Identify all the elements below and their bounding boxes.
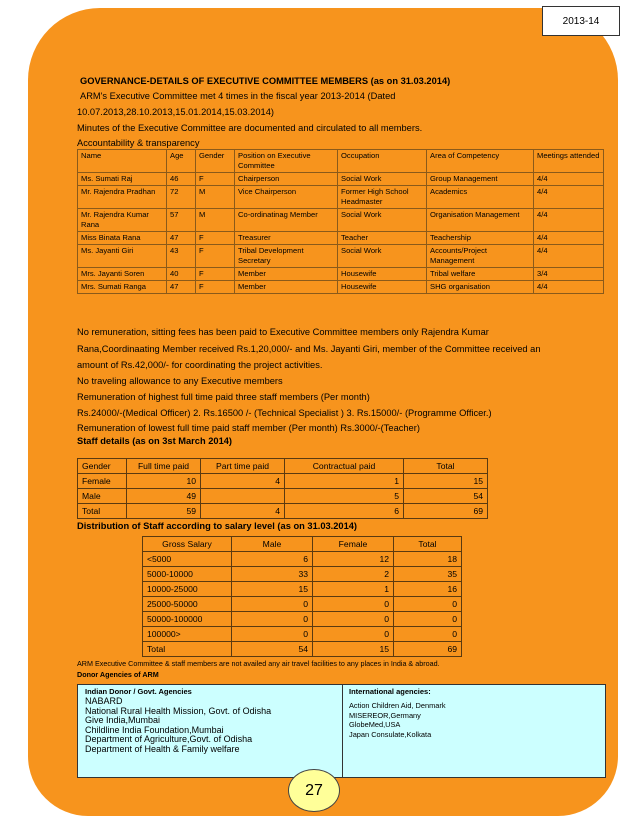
table-row	[78, 504, 488, 519]
table-cell: Total	[78, 504, 127, 519]
table-cell: 4/4	[534, 281, 604, 294]
table-cell: Mrs. Sumati Ranga	[78, 281, 167, 294]
table-cell: 6	[232, 552, 313, 567]
table-header-row	[143, 537, 462, 552]
donor-item: NABARD	[85, 696, 123, 706]
remark-line: Remuneration of lowest full time paid staff member (Per month) Rs.3000/-(Teacher)	[77, 423, 420, 433]
table-cell: M	[196, 186, 235, 209]
table-cell: 16	[394, 582, 462, 597]
table-cell: 0	[313, 597, 394, 612]
table-cell: Member	[235, 268, 338, 281]
table-cell: Social Work	[338, 209, 427, 232]
table-row	[143, 597, 462, 612]
donor-item: Japan Consulate,Kolkata	[349, 729, 432, 739]
international-donors-title: International agencies:	[349, 687, 431, 696]
table-cell: 59	[127, 504, 201, 519]
table-cell: 6	[285, 504, 404, 519]
table-cell: 0	[394, 627, 462, 642]
table-cell: 10	[127, 474, 201, 489]
international-donors-column	[343, 685, 453, 777]
table-cell: 4	[201, 504, 285, 519]
table-cell: Former High School Headmaster	[338, 186, 427, 209]
table-cell: 33	[232, 567, 313, 582]
table-cell: F	[196, 232, 235, 245]
table-cell: 43	[167, 245, 196, 268]
donor-item: Childline India Foundation,Mumbai	[85, 724, 224, 735]
table-row	[78, 281, 604, 294]
table-cell: F	[196, 268, 235, 281]
table-cell: 1	[313, 582, 394, 597]
table-cell: 35	[394, 567, 462, 582]
column-header: Female	[313, 537, 394, 552]
column-header: Gross Salary	[143, 537, 232, 552]
table-cell: 2	[313, 567, 394, 582]
indian-donors-column	[78, 685, 343, 777]
year-label: 2013-14	[542, 6, 620, 36]
table-cell: 40	[167, 268, 196, 281]
travel-note: ARM Executive Committee & staff members are not availed any air travel facilities to any places in India & abroad.	[77, 659, 440, 668]
remark-line: amount of Rs.42,000/- for coordinating the project activities.	[77, 360, 323, 370]
table-cell: 4/4	[534, 245, 604, 268]
table-cell: F	[196, 245, 235, 268]
table-row	[143, 642, 462, 657]
salary-distribution-title: Distribution of Staff according to salary level (as on 31.03.2014)	[77, 521, 358, 531]
table-cell: 49	[127, 489, 201, 504]
intro-line: Minutes of the Executive Committee are documented and circulated to all members.	[77, 123, 423, 133]
table-cell: 25000-50000	[143, 597, 232, 612]
donor-agencies-box	[77, 684, 606, 778]
table-row	[78, 245, 604, 268]
table-cell: 4	[201, 474, 285, 489]
donor-item: Action Children Aid, Denmark	[349, 701, 446, 710]
table-cell: Housewife	[338, 281, 427, 294]
column-header: Position on Executive Committee	[235, 150, 338, 173]
table-cell: 69	[404, 504, 488, 519]
table-cell: Total	[143, 642, 232, 657]
table-row	[143, 567, 462, 582]
table-row	[143, 552, 462, 567]
table-cell: Ms. Sumati Raj	[78, 173, 167, 186]
table-cell: Male	[78, 489, 127, 504]
table-header-row	[78, 150, 604, 173]
table-row	[78, 268, 604, 281]
table-cell: 4/4	[534, 186, 604, 209]
table-cell: Teachership	[427, 232, 534, 245]
table-cell: Vice Chairperson	[235, 186, 338, 209]
intro-line: Accountability & transparency	[77, 138, 200, 148]
table-cell: Chairperson	[235, 173, 338, 186]
salary-distribution-table	[142, 536, 462, 657]
table-row	[78, 232, 604, 245]
table-row	[78, 186, 604, 209]
column-header: Full time paid	[127, 459, 201, 474]
table-cell: Academics	[427, 186, 534, 209]
table-cell: Housewife	[338, 268, 427, 281]
table-cell: <5000	[143, 552, 232, 567]
page-number: 27	[288, 769, 340, 812]
table-cell: 0	[232, 612, 313, 627]
table-cell: 12	[313, 552, 394, 567]
table-cell: 0	[232, 597, 313, 612]
table-cell: Mrs. Jayanti Soren	[78, 268, 167, 281]
table-cell: 69	[394, 642, 462, 657]
table-cell: 54	[232, 642, 313, 657]
table-cell: SHG organisation	[427, 281, 534, 294]
column-header: Gender	[196, 150, 235, 173]
table-cell: Organisation Management	[427, 209, 534, 232]
table-cell: 15	[232, 582, 313, 597]
table-cell: 10000-25000	[143, 582, 232, 597]
column-header: Meetings attended	[534, 150, 604, 173]
table-cell: 46	[167, 173, 196, 186]
column-header: Male	[232, 537, 313, 552]
table-cell: Ms. Jayanti Giri	[78, 245, 167, 268]
table-cell: 4/4	[534, 209, 604, 232]
table-cell: Tribal welfare	[427, 268, 534, 281]
remark-line: Rs.24000/-(Medical Officer) 2. Rs.16500 /- (Technical Specialist ) 3. Rs.15000/- (Programme Officer.)	[77, 408, 492, 418]
table-cell: Member	[235, 281, 338, 294]
table-cell: M	[196, 209, 235, 232]
table-cell: Social Work	[338, 245, 427, 268]
table-cell: 15	[313, 642, 394, 657]
staff-details-table	[77, 458, 488, 519]
table-cell: 3/4	[534, 268, 604, 281]
table-cell: 15	[404, 474, 488, 489]
table-header-row	[78, 459, 488, 474]
donor-item: Department of Agriculture,Govt. of Odisha	[85, 734, 253, 744]
table-cell: 0	[232, 627, 313, 642]
table-row	[78, 173, 604, 186]
table-cell: 47	[167, 232, 196, 245]
remark-line: No remuneration, sitting fees has been paid to Executive Committee members only Rajendra Kumar	[77, 327, 489, 337]
donor-item: MISEREOR,Germany	[349, 710, 421, 720]
table-cell: 0	[313, 627, 394, 642]
donor-item: GlobeMed,USA	[349, 720, 401, 729]
table-row	[78, 209, 604, 232]
remark-line: No traveling allowance to any Executive members	[77, 376, 283, 386]
table-cell: F	[196, 281, 235, 294]
table-cell: 18	[394, 552, 462, 567]
donor-item: Department of Health & Family welfare	[85, 743, 240, 754]
table-cell: Female	[78, 474, 127, 489]
column-header: Area of Competency	[427, 150, 534, 173]
intro-line: ARM's Executive Committee met 4 times in the fiscal year 2013-2014 (Dated	[80, 91, 396, 101]
table-cell: Co-ordinatinag Member	[235, 209, 338, 232]
table-row	[143, 582, 462, 597]
column-header: Total	[404, 459, 488, 474]
donor-item: National Rural Health Mission, Govt. of Odisha	[85, 705, 272, 716]
table-cell: 72	[167, 186, 196, 209]
column-header: Occupation	[338, 150, 427, 173]
table-cell: 4/4	[534, 173, 604, 186]
remark-line: Rana,Coordinaating Member received Rs.1,20,000/- and Ms. Jayanti Giri, member of the Committee received an	[77, 344, 541, 354]
column-header: Contractual paid	[285, 459, 404, 474]
donor-agencies-title: Donor Agencies of ARM	[77, 670, 159, 679]
table-cell: Tribal Development Secretary	[235, 245, 338, 268]
table-cell	[201, 489, 285, 504]
table-cell: 50000-100000	[143, 612, 232, 627]
table-row	[78, 474, 488, 489]
table-cell: Mr. Rajendra Kumar Rana	[78, 209, 167, 232]
staff-details-title: Staff details (as on 3st March 2014)	[77, 436, 233, 446]
table-cell: F	[196, 173, 235, 186]
table-cell: 100000>	[143, 627, 232, 642]
intro-line: 10.07.2013,28.10.2013,15.01.2014,15.03.2014)	[77, 107, 274, 117]
donor-item: Give India,Mumbai	[85, 715, 161, 725]
governance-heading: GOVERNANCE-DETAILS OF EXECUTIVE COMMITTEE MEMBERS (as on 31.03.2014)	[80, 76, 451, 86]
table-cell: Mr. Rajendra Pradhan	[78, 186, 167, 209]
table-cell: 0	[394, 612, 462, 627]
table-cell: 5	[285, 489, 404, 504]
table-row	[143, 612, 462, 627]
table-cell: Accounts/Project Management	[427, 245, 534, 268]
table-row	[143, 627, 462, 642]
table-cell: 0	[394, 597, 462, 612]
table-cell: 5000-10000	[143, 567, 232, 582]
table-cell: Teacher	[338, 232, 427, 245]
executive-committee-table	[77, 149, 604, 294]
table-row	[78, 489, 488, 504]
table-cell: Social Work	[338, 173, 427, 186]
table-cell: 47	[167, 281, 196, 294]
remark-line: Remuneration of highest full time paid three staff members (Per month)	[77, 392, 370, 402]
table-cell: Miss Binata Rana	[78, 232, 167, 245]
table-cell: Group Management	[427, 173, 534, 186]
column-header: Gender	[78, 459, 127, 474]
table-cell: Treasurer	[235, 232, 338, 245]
table-cell: 4/4	[534, 232, 604, 245]
column-header: Part time paid	[201, 459, 285, 474]
indian-donors-title: Indian Donor / Govt. Agencies	[85, 687, 192, 696]
column-header: Name	[78, 150, 167, 173]
column-header: Age	[167, 150, 196, 173]
table-cell: 57	[167, 209, 196, 232]
table-cell: 1	[285, 474, 404, 489]
table-cell: 54	[404, 489, 488, 504]
table-cell: 0	[313, 612, 394, 627]
column-header: Total	[394, 537, 462, 552]
